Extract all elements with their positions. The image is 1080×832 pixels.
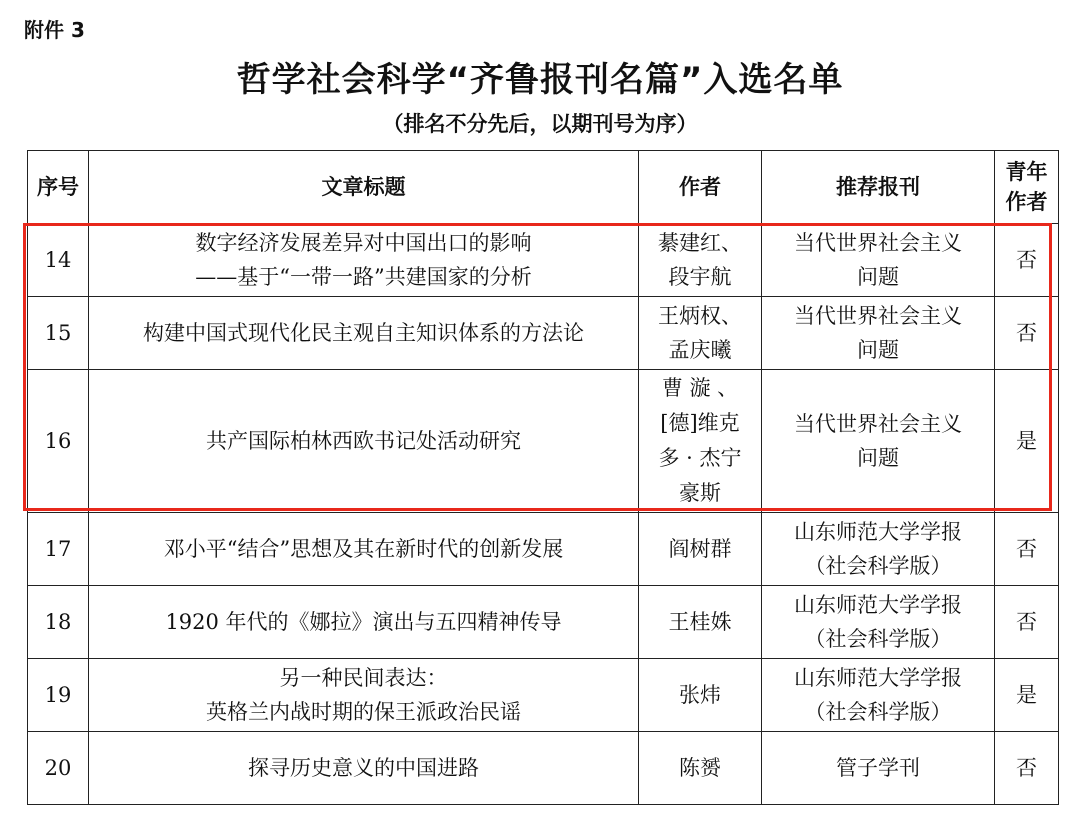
recommending-journal [762,659,995,732]
author-line: 王炳权、 [658,304,742,328]
header-author: 作者 [639,151,762,224]
author-line: 多 · 杰宁 [658,446,742,470]
author [639,732,762,805]
recommending-journal-line: 当代世界社会主义 [794,231,962,255]
article-title-line: 探寻历史意义的中国进路 [248,756,479,780]
recommending-journal [762,732,995,805]
recommending-journal-line: （社会科学版） [804,627,952,651]
author-line: 綦建红、 [658,231,742,255]
article-title [89,659,639,732]
header-row [28,151,1059,224]
author-line: 孟庆曦 [668,338,732,362]
recommending-journal-line: 山东师范大学学报 [794,593,962,617]
recommending-journal-line: 当代世界社会主义 [794,304,962,328]
recommending-journal [762,513,995,586]
recommending-journal [762,224,995,297]
article-title [89,297,639,370]
recommending-journal [762,370,995,513]
article-title [89,513,639,586]
table-row [28,586,1059,659]
attachment-label: 附件 3 [24,18,85,42]
article-title-line: 共产国际柏林西欧书记处活动研究 [206,429,521,453]
author [639,513,762,586]
author [639,586,762,659]
article-title-line: 另一种民间表达： [279,666,448,690]
article-title-line: ——基于“一带一路”共建国家的分析 [195,265,532,289]
article-title [89,370,639,513]
young-author-flag: 否 [995,732,1059,805]
author-line: 豪斯 [679,481,721,505]
young-author-flag: 否 [995,586,1059,659]
header-journal: 推荐报刊 [762,151,995,224]
table-row [28,732,1059,805]
article-title [89,732,639,805]
recommending-journal-line: （社会科学版） [804,554,952,578]
table-row [28,224,1059,297]
table-row [28,659,1059,732]
row-number: 15 [28,297,89,370]
row-number: 19 [28,659,89,732]
article-title-line: 英格兰内战时期的保王派政治民谣 [206,700,521,724]
header-title: 文章标题 [89,151,639,224]
article-title-line: 邓小平“结合”思想及其在新时代的创新发展 [163,537,564,561]
author [639,297,762,370]
header-young-line2: 作者 [1005,190,1048,214]
article-title [89,224,639,297]
table-row [28,513,1059,586]
author-line: 陈赟 [679,756,721,780]
recommending-journal-line: 山东师范大学学报 [794,666,962,690]
row-number: 14 [28,224,89,297]
young-author-flag: 否 [995,297,1059,370]
author [639,659,762,732]
recommending-journal-line: 山东师范大学学报 [794,520,962,544]
author [639,224,762,297]
author-line: 曹 漩 、 [661,376,739,400]
row-number: 16 [28,370,89,513]
author [639,370,762,513]
author-line: 阎树群 [668,537,732,561]
recommending-journal [762,297,995,370]
row-number: 18 [28,586,89,659]
table-body [28,224,1059,805]
header-no: 序号 [28,151,89,224]
recommending-journal-line: 管子学刊 [836,756,920,780]
article-title-line: 构建中国式现代化民主观自主知识体系的方法论 [143,321,584,345]
table-row [28,370,1059,513]
recommending-journal [762,586,995,659]
author-line: 张炜 [679,683,721,707]
recommending-journal-line: 问题 [857,338,899,362]
header-young-author [995,151,1059,224]
header-young-line1: 青年 [1005,160,1048,184]
author-line: 王桂姝 [668,610,732,634]
young-author-flag: 是 [995,370,1059,513]
recommending-journal-line: 问题 [857,446,899,470]
selection-table [27,150,1059,805]
author-line: 段宇航 [668,265,732,289]
article-title [89,586,639,659]
article-title-line: 1920 年代的《娜拉》演出与五四精神传导 [165,610,562,634]
page-title: 哲学社会科学“齐鲁报刊名篇”入选名单 [236,60,844,100]
row-number: 17 [28,513,89,586]
article-title-line: 数字经济发展差异对中国出口的影响 [195,231,532,255]
author-line: [德]维克 [660,411,740,435]
row-number: 20 [28,732,89,805]
young-author-flag: 否 [995,513,1059,586]
recommending-journal-line: （社会科学版） [804,700,952,724]
young-author-flag: 是 [995,659,1059,732]
young-author-flag: 否 [995,224,1059,297]
page-subtitle: （排名不分先后，以期刊号为序） [382,112,698,136]
recommending-journal-line: 问题 [857,265,899,289]
table-row [28,297,1059,370]
recommending-journal-line: 当代世界社会主义 [794,412,962,436]
